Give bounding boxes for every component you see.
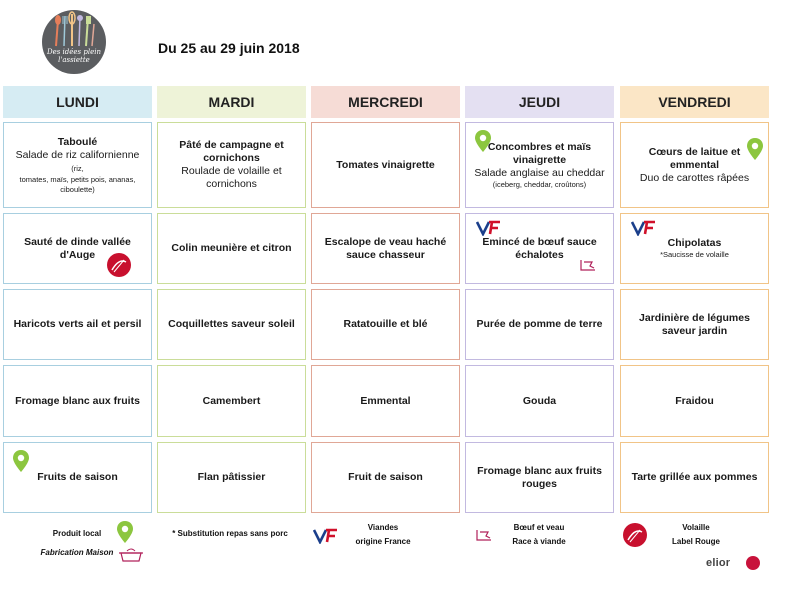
- meal-cell-mardi-2: [157, 213, 306, 284]
- meal-note: *Saucisse de volaille: [660, 250, 729, 259]
- meal-cell-jeudi-5: [465, 442, 614, 513]
- meal-cell-mercredi-5: [311, 442, 460, 513]
- meal-alternative: [640, 172, 749, 185]
- meal-alternative-text: Salade de riz californienne: [15, 148, 140, 161]
- viandes-france-icon: [631, 220, 657, 236]
- meal-cell-jeudi-1: [465, 122, 614, 208]
- meal-dish: Flan pâtissier: [197, 471, 266, 483]
- homemade-pot-icon: [117, 547, 145, 563]
- legend-race-text: [496, 521, 582, 549]
- meal-dish: Fromage blanc aux fruits rouges: [477, 464, 602, 490]
- meal-dish: Purée de pomme de terre: [476, 318, 603, 330]
- meal-cell-mercredi-2: [311, 213, 460, 284]
- legend-vf-line1: Viandes: [367, 523, 399, 532]
- local-product-pin-icon: [746, 137, 764, 161]
- logo-line1: Des idées plein: [46, 48, 101, 56]
- meal-cell-vendredi-2: [620, 213, 769, 284]
- meal-dish: Tomates vinaigrette: [336, 158, 435, 171]
- local-product-pin-icon: [12, 449, 30, 473]
- meal-dish: Fromage blanc aux fruits: [15, 394, 140, 407]
- meal-dish: Fraidou: [675, 394, 714, 407]
- legend-lr-text: [656, 521, 736, 549]
- meal-dish: Concombres et maïs vinaigrette: [487, 140, 592, 166]
- legend-lr-line1: Volaille: [682, 523, 710, 532]
- meal-cell-mardi-4: [157, 365, 306, 437]
- day-header-mardi: MARDI: [157, 86, 306, 118]
- meal-cell-jeudi-4: [465, 365, 614, 437]
- legend-maison-label: Fabrication Maison: [40, 548, 114, 557]
- logo-text: [42, 48, 106, 64]
- meal-dish: Cœurs de laitue et emmental: [648, 145, 741, 171]
- meal-cell-vendredi-1: [620, 122, 769, 208]
- meal-cell-lundi-1: [3, 122, 152, 208]
- day-header-vendredi: VENDREDI: [620, 86, 769, 118]
- meal-dish: Tarte grillée aux pommes: [631, 471, 758, 483]
- utensils-icon: [42, 10, 106, 50]
- race-a-viande-icon: [578, 258, 598, 272]
- meal-dish: Pâté de campagne et cornichons: [179, 139, 284, 164]
- meal-alternative: [10, 149, 145, 175]
- meal-dish: Colin meunière et citron: [171, 242, 292, 254]
- meal-cell-vendredi-3: [620, 289, 769, 360]
- meal-alternative: [164, 165, 299, 191]
- meal-dish: Camembert: [202, 394, 261, 407]
- meal-dish: Fruit de saison: [348, 471, 423, 483]
- logo-line2: l'assiette: [58, 56, 90, 64]
- legend-substitution: * Substitution repas sans porc: [172, 529, 288, 538]
- menu-period: Du 25 au 29 juin 2018: [158, 40, 300, 56]
- meal-cell-lundi-3: [3, 289, 152, 360]
- meal-cell-vendredi-4: [620, 365, 769, 437]
- meal-cell-mercredi-4: [311, 365, 460, 437]
- day-header-lundi: LUNDI: [3, 86, 152, 118]
- legend-local-label: Produit local: [52, 529, 102, 538]
- meal-cell-mercredi-3: [311, 289, 460, 360]
- legend-lr-line2: Label Rouge: [671, 537, 720, 546]
- elior-brand: elior: [706, 557, 731, 569]
- meal-alternative-text: Duo de carottes râpées: [639, 171, 750, 184]
- meal-dish: Coquillettes saveur soleil: [168, 318, 295, 330]
- meal-note: tomates, maïs, petits pois, ananas, ciboulette): [19, 174, 136, 194]
- day-header-jeudi: JEUDI: [465, 86, 614, 118]
- elior-logo-icon: [746, 556, 760, 570]
- legend-vf-text: [340, 521, 426, 549]
- meal-dish: Gouda: [522, 394, 557, 407]
- meal-dish: Sauté de dinde vallée d'Auge: [24, 235, 131, 261]
- local-product-pin-icon: [116, 520, 134, 544]
- meal-dish: Emincé de bœuf sauce échalotes: [482, 235, 597, 261]
- meal-cell-mercredi-1: [311, 122, 460, 208]
- meal-cell-mardi-3: [157, 289, 306, 360]
- local-product-pin-icon: [474, 129, 492, 153]
- meal-cell-lundi-2: [3, 213, 152, 284]
- label-rouge-icon: [106, 252, 132, 278]
- meal-alternative: [474, 167, 604, 180]
- viandes-france-icon: [313, 528, 339, 544]
- meal-dish: Jardinière de légumes saveur jardin: [639, 311, 750, 337]
- legend-vf-line2: origine France: [355, 537, 411, 546]
- race-a-viande-icon: [474, 528, 494, 542]
- meal-note: (iceberg, cheddar, croûtons): [492, 179, 587, 189]
- meal-dish: Chipolatas: [667, 237, 722, 249]
- meal-cell-lundi-5: [3, 442, 152, 513]
- meal-dish: Emmental: [360, 394, 411, 407]
- meal-note-inline: (riz,: [71, 163, 84, 173]
- meal-cell-lundi-4: [3, 365, 152, 437]
- viandes-france-icon: [476, 220, 502, 236]
- meal-dish: Fruits de saison: [37, 471, 118, 483]
- legend-race-line1: Bœuf et veau: [513, 523, 565, 532]
- meal-cell-mardi-5: [157, 442, 306, 513]
- day-header-mercredi: MERCREDI: [311, 86, 460, 118]
- legend-race-line2: Race à viande: [512, 537, 566, 546]
- meal-cell-jeudi-2: [465, 213, 614, 284]
- logo: [42, 10, 106, 74]
- meal-dish: Escalope de veau haché sauce chasseur: [324, 235, 447, 261]
- meal-dish: Ratatouille et blé: [343, 318, 428, 330]
- meal-dish: Taboulé: [57, 135, 98, 148]
- meal-cell-jeudi-3: [465, 289, 614, 360]
- label-rouge-icon: [622, 522, 648, 548]
- meal-alternative-text: Roulade de volaille et cornichons: [181, 165, 282, 190]
- meal-cell-mardi-1: [157, 122, 306, 208]
- meal-cell-vendredi-5: [620, 442, 769, 513]
- meal-alternative-text: Salade anglaise au cheddar: [474, 166, 605, 179]
- meal-dish: Haricots verts ail et persil: [13, 318, 142, 330]
